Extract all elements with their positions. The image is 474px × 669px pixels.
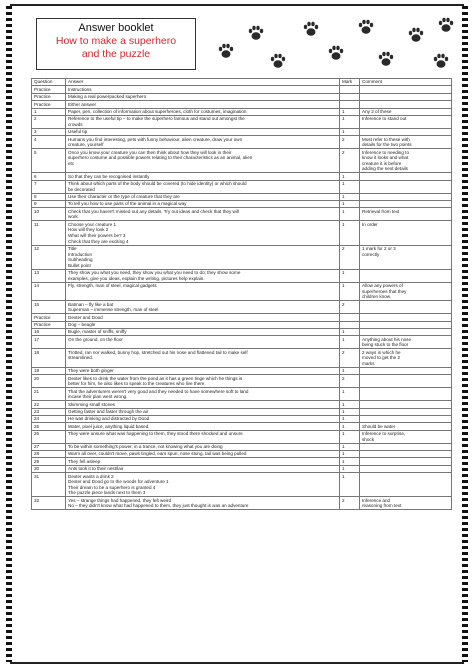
question-cell: 29 (32, 458, 66, 465)
table-row (32, 423, 452, 430)
comment-cell (360, 86, 452, 93)
comment-cell (360, 443, 452, 450)
mark-cell: 1 (340, 451, 360, 458)
header-mark: Mark (340, 79, 360, 86)
answer-cell: Paper, pen, collection of information about superheroes, cloth for costumes, imagination (66, 108, 340, 115)
comment-cell: Inference to stand out (360, 115, 452, 128)
comment-cell (360, 473, 452, 497)
mark-cell: 1 (340, 401, 360, 408)
table-row (32, 314, 452, 321)
table-row (32, 201, 452, 208)
answer-cell: Batman – fly like a bat Superman – immense strength, man of steel (66, 301, 340, 314)
answer-cell: Skimming small stones (66, 401, 340, 408)
table-row (32, 301, 452, 314)
comment-cell: Should be water (360, 423, 452, 430)
question-cell: 5 (32, 149, 66, 173)
table-row (32, 173, 452, 180)
paw-print-icon (249, 26, 263, 40)
comment-cell: Inference to surprise, shock (360, 430, 452, 443)
table-row (32, 115, 452, 128)
mark-cell: 1 (340, 430, 360, 443)
answer-booklet-page (10, 4, 464, 664)
question-cell: 11 (32, 221, 66, 245)
mark-cell (340, 101, 360, 108)
answer-cell: Bugle, master of sniffs, sniffy (66, 328, 340, 335)
question-cell: 23 (32, 408, 66, 415)
table-row (32, 375, 452, 388)
mark-cell: 1 (340, 367, 360, 374)
table-row (32, 208, 452, 221)
answer-cell: He was drinking and distracted by Dood (66, 415, 340, 422)
question-cell: 30 (32, 465, 66, 472)
question-cell: 6 (32, 173, 66, 180)
comment-cell (360, 408, 452, 415)
comment-cell (360, 367, 452, 374)
question-cell: 12 (32, 245, 66, 269)
table-row (32, 465, 452, 472)
answer-cell: Think about which parts of the body should be covered (to hide identity) or which should be decorated (66, 180, 340, 193)
question-cell: 1 (32, 108, 66, 115)
mark-cell: 1 (340, 128, 360, 135)
question-cell: 22 (32, 401, 66, 408)
table-row (32, 245, 452, 269)
comment-cell (360, 328, 452, 335)
question-cell: 32 (32, 497, 66, 510)
paw-print-icon (359, 20, 373, 34)
comment-cell (360, 201, 452, 208)
comment-cell (360, 128, 452, 135)
question-cell: 20 (32, 375, 66, 388)
table-row (32, 269, 452, 282)
comment-cell (360, 458, 452, 465)
answer-cell: They were unsure what was happening to them, they stood there shocked and unsure (66, 430, 340, 443)
comment-cell: Inference and reasoning from text (360, 497, 452, 510)
mark-cell: 1 (340, 269, 360, 282)
table-row (32, 415, 452, 422)
answer-cell: Choose your creature 1 How will they look 2 What will their powers be? 3 Check that they are exciting 4 (66, 221, 340, 245)
comment-cell: Allow any powers of superheroes that they children know. (360, 282, 452, 301)
table-header-row (32, 79, 452, 86)
table-row (32, 349, 452, 368)
question-cell: Practice (32, 93, 66, 100)
table-row (32, 128, 452, 135)
mark-cell (340, 93, 360, 100)
comment-cell (360, 375, 452, 388)
table-row (32, 430, 452, 443)
answer-cell: On the ground, on the floor (66, 336, 340, 349)
mark-cell: 2 (340, 375, 360, 388)
mark-cell: 1 (340, 458, 360, 465)
comment-cell (360, 388, 452, 401)
mark-cell: 1 (340, 193, 360, 200)
mark-cell: 2 (340, 497, 360, 510)
comment-cell (360, 269, 452, 282)
question-cell: 8 (32, 193, 66, 200)
answer-cell: Useful tip (66, 128, 340, 135)
question-cell: 3 (32, 128, 66, 135)
mark-cell: 2 (340, 349, 360, 368)
paw-print-icon (219, 44, 233, 58)
table-row (32, 93, 452, 100)
table-row (32, 108, 452, 115)
comment-cell: In order (360, 221, 452, 245)
answer-cell: Instructions (66, 86, 340, 93)
mark-cell: 1 (340, 388, 360, 401)
comment-cell (360, 465, 452, 472)
paw-print-icon (409, 28, 423, 42)
table-row (32, 497, 452, 510)
mark-cell: 1 (340, 443, 360, 450)
comment-cell (360, 101, 452, 108)
mark-cell: 1 (340, 173, 360, 180)
answer-cell: Making a real powerpacked superhero (66, 93, 340, 100)
question-cell: 2 (32, 115, 66, 128)
mark-cell: 1 (340, 328, 360, 335)
mark-cell: 1 (340, 415, 360, 422)
question-cell: 9 (32, 201, 66, 208)
table-row (32, 321, 452, 328)
question-cell: 19 (32, 367, 66, 374)
question-cell: 13 (32, 269, 66, 282)
table-row (32, 149, 452, 173)
answer-cell: They show you what you need, they show you what you need to do; they show some examples, give you ideas, explain the writing, pictures help explain. (66, 269, 340, 282)
answer-cell: To tell you how to use parts of the animal in a magical way (66, 201, 340, 208)
answer-cell: Fly, strength, man of steel, magical gadgets (66, 282, 340, 301)
question-cell: Practice (32, 314, 66, 321)
question-cell: Practice (32, 321, 66, 328)
table-row (32, 101, 452, 108)
comment-cell: Must refer to these with details for the two points (360, 136, 452, 149)
table-row (32, 458, 452, 465)
comment-cell (360, 321, 452, 328)
question-cell: 10 (32, 208, 66, 221)
answer-cell: Yes – strange things had happened, they felt weird No – they didn't know what had happened to them, they just thought is was an adventure (66, 497, 340, 510)
comment-cell (360, 93, 452, 100)
mark-cell: 2 (340, 301, 360, 314)
table-row (32, 328, 452, 335)
table-row (32, 408, 452, 415)
question-cell: 17 (32, 336, 66, 349)
answer-cell: They were both ginger (66, 367, 340, 374)
comment-cell: Anything about his nose being stuck to the floor (360, 336, 452, 349)
answer-cell: Dexter likes to drink the water from the pond as it has a green tinge which he things is better for him, he also likes to speak to the creatures who live there. (66, 375, 340, 388)
question-cell: 15 (32, 301, 66, 314)
paw-print-icon (329, 46, 343, 60)
table-row (32, 86, 452, 93)
table-row (32, 336, 452, 349)
question-cell: 16 (32, 328, 66, 335)
answer-cell: Dog – beagle (66, 321, 340, 328)
mark-cell: 1 (340, 201, 360, 208)
mark-cell: 1 (340, 423, 360, 430)
answer-cell: They fell asleep (66, 458, 340, 465)
question-cell: 25 (32, 423, 66, 430)
table-row (32, 282, 452, 301)
header-answer: Answer (66, 79, 340, 86)
booklet-title: Answer booklet (78, 22, 154, 34)
question-cell: 24 (32, 415, 66, 422)
paw-print-icon (271, 54, 285, 68)
mark-cell: 1 (340, 208, 360, 221)
mark-cell: 2 (340, 245, 360, 269)
question-cell: 21 (32, 388, 66, 401)
answer-cell: To be within something's power, in a trance, not knowing what you are doing (66, 443, 340, 450)
table-row (32, 473, 452, 497)
paw-prints-decoration (207, 12, 457, 76)
answer-cell: That the adventurers weren't very good and they needed to have somewhere soft to land incase their plan went wrong. (66, 388, 340, 401)
table-row (32, 136, 452, 149)
mark-cell: 1 (340, 180, 360, 193)
answer-table (31, 78, 452, 510)
table-row (32, 451, 452, 458)
answer-cell: Reference to the useful tip – to make the superhero famous and stand out amongst the crowds (66, 115, 340, 128)
answer-cell: Either answer (66, 101, 340, 108)
mark-cell: 1 (340, 221, 360, 245)
question-cell: 26 (32, 430, 66, 443)
question-cell: 18 (32, 349, 66, 368)
answer-cell: Title Introduction Subheading Bullet point (66, 245, 340, 269)
comment-cell (360, 451, 452, 458)
mark-cell: 1 (340, 336, 360, 349)
comment-cell (360, 301, 452, 314)
header-question: Question (32, 79, 66, 86)
answer-cell: Check that you haven't missed out any details. Try out ideas and check that they will work. (66, 208, 340, 221)
mark-cell (340, 314, 360, 321)
answer-cell: Dexter and Dood (66, 314, 340, 321)
paw-print-icon (439, 18, 453, 32)
mark-cell: 1 (340, 408, 360, 415)
right-decorative-border (462, 6, 468, 662)
table-row (32, 193, 452, 200)
comment-cell (360, 180, 452, 193)
paw-print-icon (434, 54, 448, 68)
question-cell: 28 (32, 451, 66, 458)
left-decorative-border (6, 6, 12, 662)
comment-cell: 2 ways in which he moved to get the 2 marks (360, 349, 452, 368)
comment-cell: 1 mark for 2 or 3 correctly (360, 245, 452, 269)
mark-cell (340, 321, 360, 328)
answer-cell: Dexter wants a drink 2 Dexter and Dood go to the woods for adventure 1 Their dream to be a superhero is granted 4 The puzzle piece lands next to them 3 (66, 473, 340, 497)
comment-cell: Inference to needing to know it looks and what creature it is before adding the next details (360, 149, 452, 173)
table-row (32, 388, 452, 401)
question-cell: 27 (32, 443, 66, 450)
mark-cell: 1 (340, 115, 360, 128)
booklet-subtitle-line1: How to make a superhero (55, 35, 177, 47)
answer-cell: Trotted, ran nor walked, bunny hop, stretched out his nose and flattened tail to make self streamlined. (66, 349, 340, 368)
answer-cell: Warm all over, couldn't move, paws tingled, ears spun, nose stung, tail was being pulled (66, 451, 340, 458)
title-box (36, 18, 196, 70)
comment-cell (360, 415, 452, 422)
paw-print-icon (379, 52, 393, 66)
comment-cell (360, 314, 452, 321)
header-comment: Comment (360, 79, 452, 86)
paw-print-icon (304, 22, 318, 36)
answer-cell: So that they can be recognised instantly (66, 173, 340, 180)
mark-cell: 1 (340, 282, 360, 301)
answer-cell: Ants took it to their nest/lair (66, 465, 340, 472)
comment-cell: Retrieval from text (360, 208, 452, 221)
answer-cell: Water, pixel juice, anything liquid based. (66, 423, 340, 430)
question-cell: Practice (32, 86, 66, 93)
table-row (32, 180, 452, 193)
comment-cell (360, 401, 452, 408)
comment-cell (360, 193, 452, 200)
question-cell: 31 (32, 473, 66, 497)
mark-cell: 2 (340, 136, 360, 149)
mark-cell: 2 (340, 149, 360, 173)
answer-cell: Humans you find interesting, pets with funny behaviour, alien creature, draw your own creature, yourself (66, 136, 340, 149)
question-cell: Practice (32, 101, 66, 108)
table-row (32, 367, 452, 374)
question-cell: 14 (32, 282, 66, 301)
mark-cell: 1 (340, 473, 360, 497)
mark-cell: 1 (340, 108, 360, 115)
answer-cell: Getting faster and faster through the air (66, 408, 340, 415)
mark-cell: 1 (340, 465, 360, 472)
comment-cell (360, 173, 452, 180)
booklet-subtitle-line2: and the puzzle (81, 48, 151, 60)
table-row (32, 443, 452, 450)
answer-cell: Once you know your creature you can then think about how they will look in their superhero costume and possible powers relating to their characteristics as an animal, alien etc (66, 149, 340, 173)
answer-cell: Use their character or the type of creature that they are (66, 193, 340, 200)
table-row (32, 401, 452, 408)
table-row (32, 221, 452, 245)
question-cell: 4 (32, 136, 66, 149)
comment-cell: Any 2 of these (360, 108, 452, 115)
question-cell: 7 (32, 180, 66, 193)
mark-cell (340, 86, 360, 93)
